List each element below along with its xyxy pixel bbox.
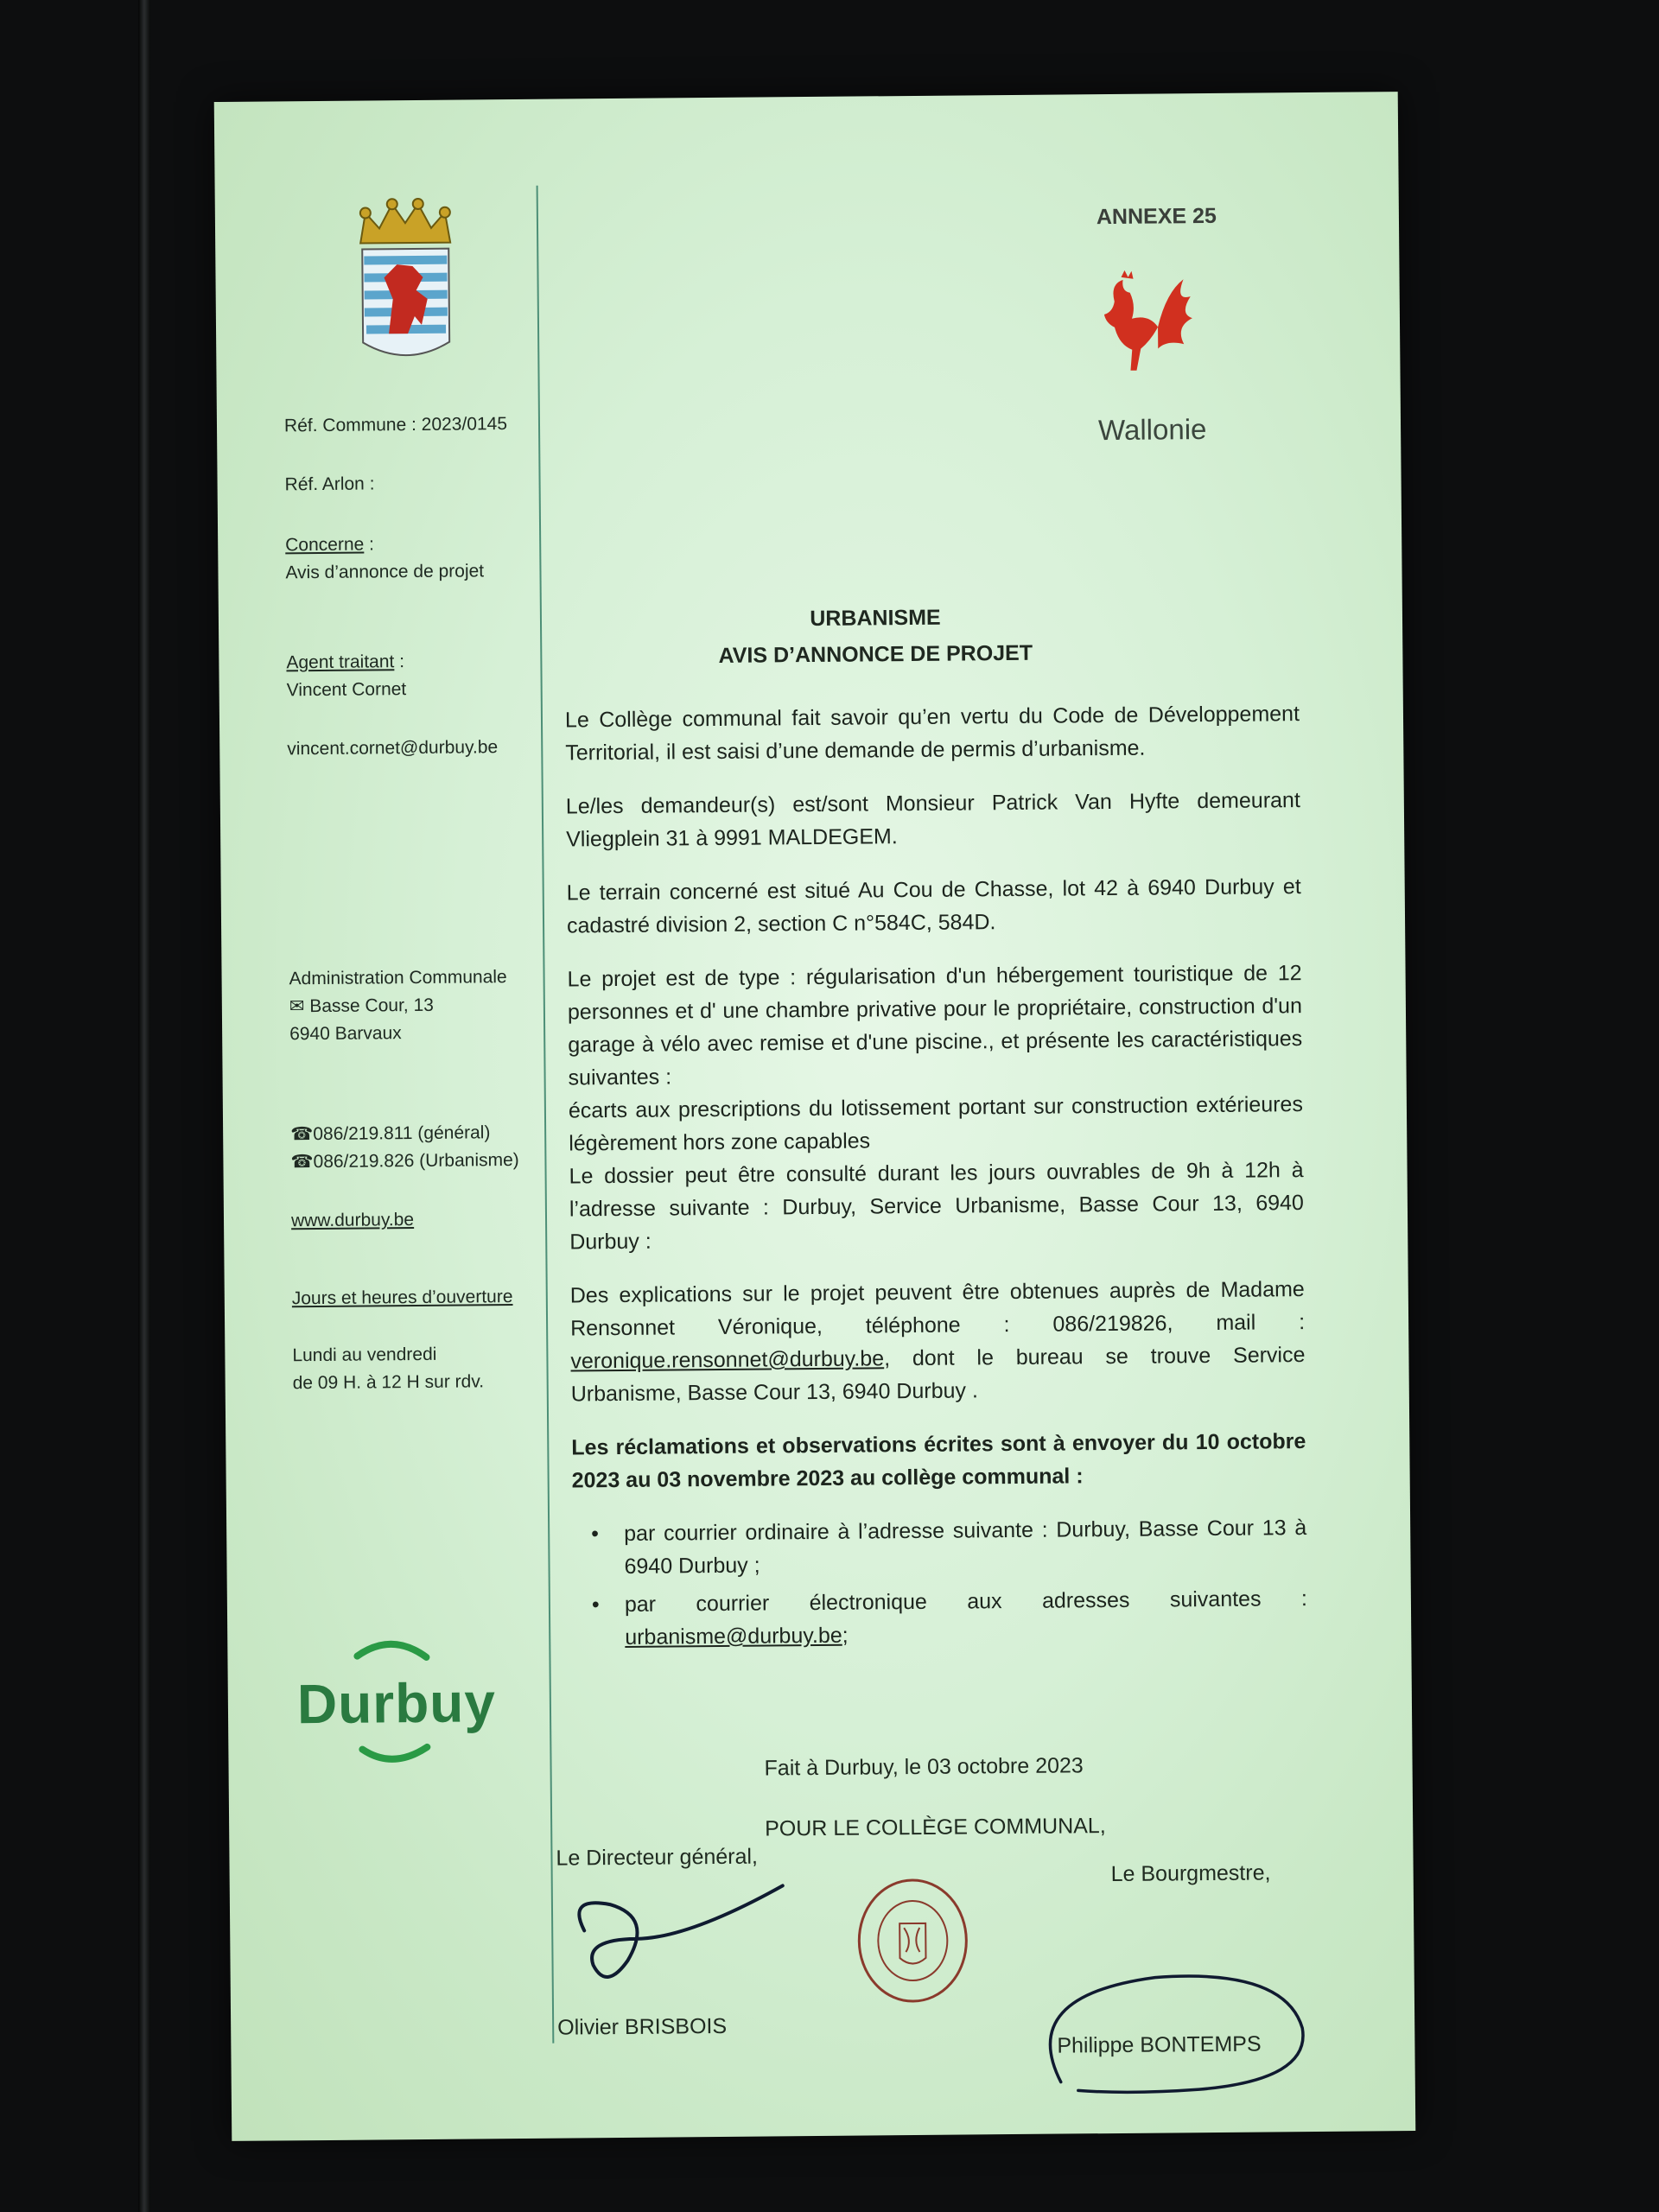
website-link[interactable]: www.durbuy.be: [290, 1210, 415, 1231]
mayor-name: Philippe BONTEMPS: [1057, 2031, 1262, 2058]
rooster-icon: [1088, 266, 1201, 379]
director-signature: [558, 1877, 792, 1999]
electronique-end: ;: [842, 1623, 849, 1648]
logo-text: Durbuy: [296, 1671, 497, 1736]
concerne-block: Concerne : Avis d’annonce de projet: [285, 534, 485, 583]
paragraph-college: Le Collège communal fait savoir qu’en vertu du Code de Développement Territorial, il est saisi d’une demande de permis d’urbanisme.: [564, 702, 1300, 766]
concerne-value: Avis d’annonce de projet: [285, 561, 485, 583]
notice-body: [565, 697, 1308, 1659]
director-title: Le Directeur général,: [556, 1844, 759, 1871]
document-sheet: [214, 92, 1416, 2141]
mayor-title: Le Bourgmestre,: [1110, 1860, 1271, 1887]
list-item-courrier: • par courrier ordinaire à l’adresse suivante : Durbuy, Basse Cour 13 à 6940 Durbuy ;: [624, 1511, 1307, 1583]
list-item-electronique: [625, 1582, 1308, 1654]
paragraph-demandeur: Le/les demandeur(s) est/sont Monsieur Patrick Van Hyfte demeurant Vliegplein 31 à 9991 MALDEGEM.: [565, 788, 1300, 852]
phone-general: ☎086/219.811 (général): [290, 1122, 491, 1145]
phones: [290, 1119, 519, 1176]
place-date: Fait à Durbuy, le 03 octobre 2023: [764, 1753, 1084, 1781]
annexe-label: ANNEXE 25: [1096, 203, 1217, 230]
mayor-signature: [1026, 1959, 1320, 2100]
title-line-1: URBANISME: [810, 605, 941, 632]
wallonie-label: Wallonie: [1097, 413, 1207, 447]
agent-block: Agent traitant : Vincent Cornet: [286, 652, 407, 701]
admin-street: ✉ Basse Cour, 13: [289, 995, 434, 1017]
paragraph-reclamations: Les réclamations et observations écrites sont à envoyer du 10 octobre 2023 au 03 novembre 2023 au collège communal :: [571, 1429, 1306, 1493]
ref-arlon: Réf. Arlon :: [284, 474, 375, 495]
hours-time: de 09 H. à 12 H sur rdv.: [292, 1371, 485, 1394]
admin-name: Administration Communale: [289, 967, 507, 989]
explications-text-end: , dont le bureau se trouve Service Urbanisme, Basse Cour 13, 6940 Durbuy .: [570, 1343, 1306, 1407]
for-college: POUR LE COLLÈGE COMMUNAL,: [765, 1814, 1106, 1841]
paragraph-projet: Le projet est de type : régularisation d'un hébergement touristique de 12 personnes et d' une chambre privative pour le propriétaire, construction d'un garage à vélo avec remise et d'une piscine., et présente les caractéristiques suivantes :: [567, 961, 1303, 1090]
director-name: Olivier BRISBOIS: [557, 2013, 728, 2040]
title-line-2: AVIS D’ANNONCE DE PROJET: [718, 640, 1033, 668]
admin-city: 6940 Barvaux: [289, 1023, 402, 1045]
explications-text: Des explications sur le projet peuvent être obtenues auprès de Madame Rensonnet Véronique, téléphone : 086/219826, mail :: [569, 1277, 1306, 1341]
paragraph-dossier: Le dossier peut être consulté durant les jours ouvrables de 9h à 12h à l’adresse suivante : Durbuy, Service Urbanisme, Basse Cour 13, 6940 Durbuy :: [569, 1158, 1305, 1255]
paragraph-explications: [570, 1273, 1306, 1410]
communal-seal: [852, 1875, 974, 2005]
ref-commune: Réf. Commune : 2023/0145: [283, 414, 508, 436]
hours-days: Lundi au vendredi: [292, 1344, 437, 1366]
electronique-text: par courrier électronique aux adresses suivantes :: [624, 1586, 1308, 1617]
agent-label: Agent traitant: [286, 652, 395, 673]
paragraph-terrain: Le terrain concerné est situé Au Cou de Chasse, lot 42 à 6940 Durbuy et cadastré division 2, section C n°584C, 584D.: [566, 874, 1301, 938]
paragraph-ecarts: écarts aux prescriptions du lotissement portant sur construction extérieures légèrement hors zone capables: [568, 1092, 1304, 1156]
hours-label: Jours et heures d’ouverture: [291, 1287, 513, 1309]
admin-address: [289, 963, 507, 1048]
concerne-label: Concerne: [285, 534, 365, 556]
urbanisme-email-link[interactable]: urbanisme@durbuy.be: [625, 1623, 842, 1649]
durbuy-logo: [296, 1637, 497, 1769]
column-divider: [537, 186, 555, 2044]
screen-frame-edge: [138, 0, 150, 2212]
veronique-email-link[interactable]: veronique.rensonnet@durbuy.be: [570, 1346, 885, 1374]
phone-urbanisme: ☎086/219.826 (Urbanisme): [290, 1149, 519, 1173]
submission-methods-list: [572, 1511, 1307, 1654]
coat-of-arms-icon: [353, 195, 459, 369]
agent-name: Vincent Cornet: [286, 679, 407, 701]
hours-value: [292, 1340, 484, 1397]
agent-email[interactable]: vincent.cornet@durbuy.be: [287, 737, 499, 760]
